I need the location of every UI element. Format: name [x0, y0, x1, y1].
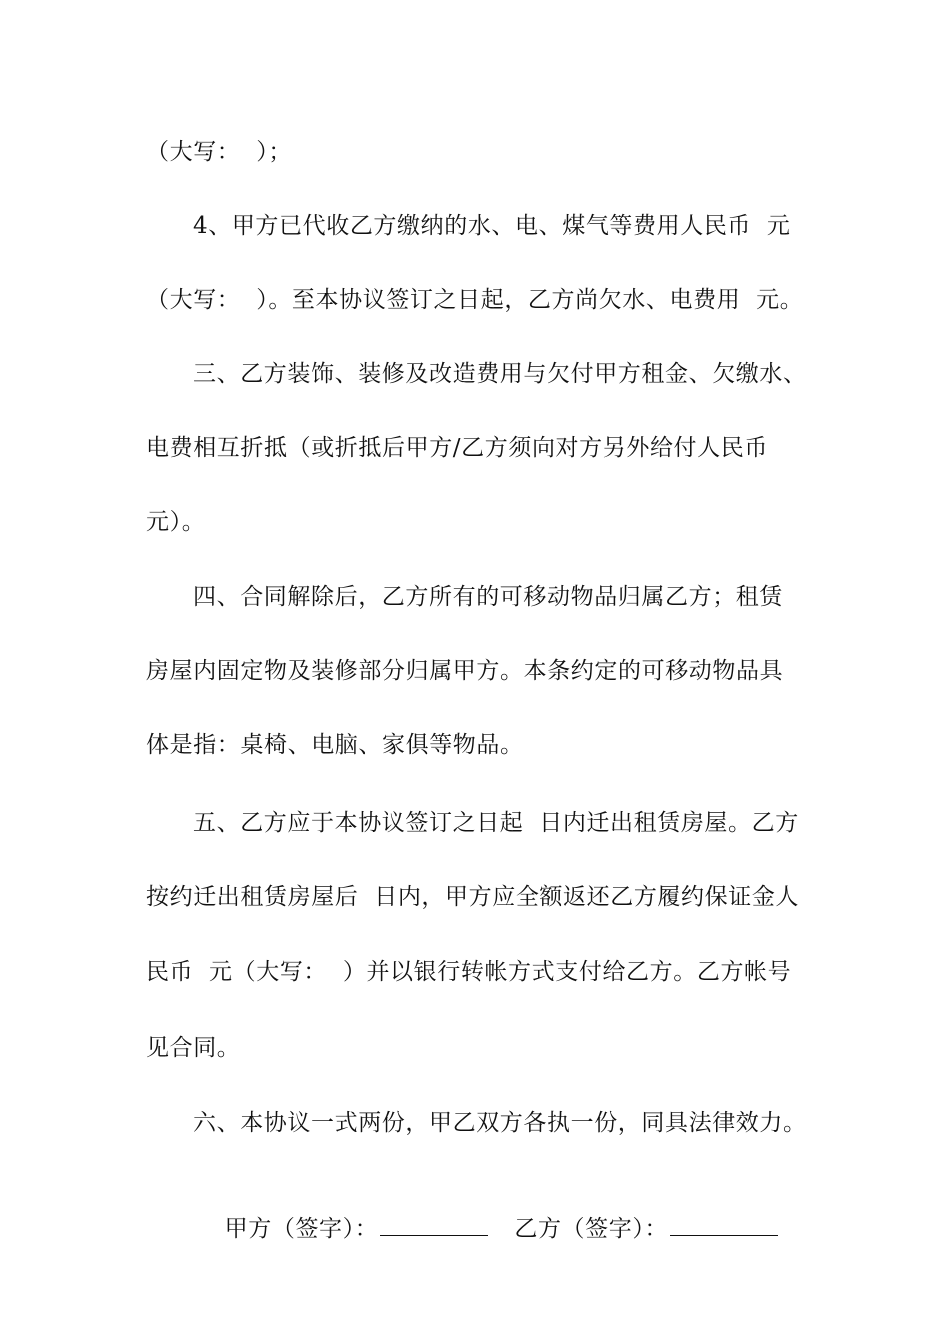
text-line: 见合同。 — [146, 1035, 241, 1061]
text-line: 电费相互折抵（或折抵后甲方/乙方须向对方另外给付人民币 — [146, 435, 768, 461]
text-line: （大写： ）； — [146, 139, 292, 165]
text-line: 房屋内固定物及装修部分归属甲方。本条约定的可移动物品具 — [146, 658, 784, 684]
party-a-signature-label: 甲方（签字）： — [224, 1216, 379, 1242]
clause-5-line: 五、乙方应于本协议签订之日起 日内迁出租赁房屋。乙方 — [193, 810, 799, 836]
clause-3-line: 三、乙方装饰、装修及改造费用与欠付甲方租金、欠缴水、 — [193, 361, 807, 387]
clause-6-line: 六、本协议一式两份，甲乙双方各执一份，同具法律效力。 — [193, 1110, 807, 1136]
signature-row — [193, 1183, 778, 1274]
party-a-signature-blank — [380, 1213, 488, 1236]
text-line: （大写： ）。至本协议签订之日起，乙方尚欠水、电费用 元。 — [146, 287, 804, 313]
text-line: 元）。 — [146, 509, 206, 535]
text-line: 按约迁出租赁房屋后 日内，甲方应全额返还乙方履约保证金人 — [146, 884, 800, 910]
clause-4b-line: 四、合同解除后，乙方所有的可移动物品归属乙方；租赁 — [193, 584, 783, 610]
text-line: 民币 元（大写： ）并以银行转帐方式支付给乙方。乙方帐号 — [146, 959, 792, 985]
text-line: 体是指：桌椅、电脑、家俱等物品。 — [146, 732, 524, 758]
party-b-signature-label: 乙方（签字）： — [514, 1216, 669, 1242]
clause-4-line: 4、甲方已代收乙方缴纳的水、电、煤气等费用人民币 元 — [193, 213, 791, 239]
party-b-signature-blank — [670, 1213, 778, 1236]
